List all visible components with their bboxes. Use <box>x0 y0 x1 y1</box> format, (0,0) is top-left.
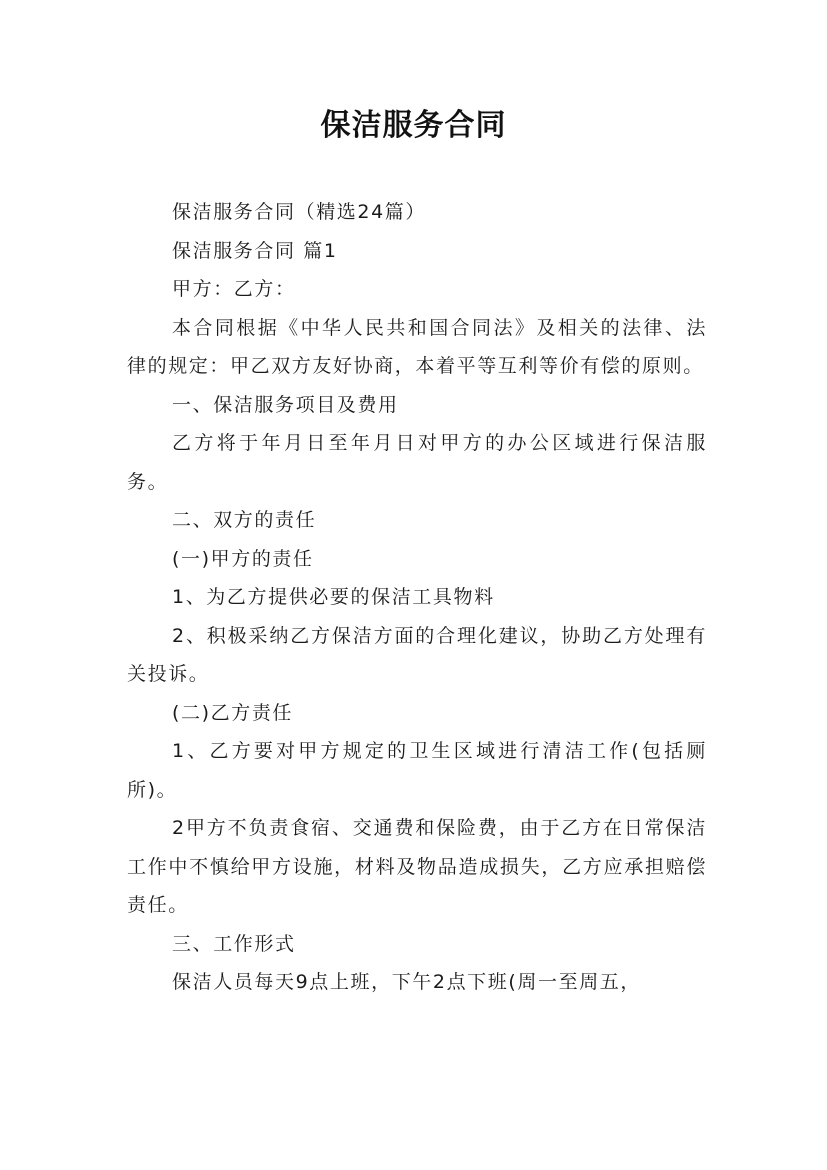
document-title: 保洁服务合同 <box>320 108 507 143</box>
paragraph-party-b-item-2: 2甲方不负责食宿、交通费和保险费，由于乙方在日常保洁工作中不慎给甲方设施，材料及物品造成损失，乙方应承担赔偿责任。 <box>127 817 707 916</box>
paragraph-party-a-item-1: 1、为乙方提供必要的保洁工具物料 <box>172 586 495 608</box>
document-body <box>127 193 707 1002</box>
paragraph-heading-3: 三、工作形式 <box>172 932 296 955</box>
paragraph-subheading-party-a: (一)甲方的责任 <box>172 547 314 570</box>
paragraph-party-a-item-2: 2、积极采纳乙方保洁方面的合理化建议，协助乙方处理有关投诉。 <box>127 624 707 685</box>
paragraph-service-period: 乙方将于年月日至年月日对甲方的办公区域进行保洁服务。 <box>127 432 707 493</box>
paragraph-preamble: 本合同根据《中华人民共和国合同法》及相关的法律、法律的规定：甲乙双方友好协商，本着平等互利等价有偿的原则。 <box>127 316 707 377</box>
paragraph-work-hours: 保洁人员每天9点上班，下午2点下班(周一至周五， <box>172 971 641 993</box>
paragraph-subheading-party-b: (二)乙方责任 <box>172 701 294 724</box>
paragraph-heading-2: 二、双方的责任 <box>172 509 317 531</box>
paragraph-party-b-item-1: 1、乙方要对甲方规定的卫生区域进行清洁工作(包括厕所)。 <box>127 740 707 801</box>
paragraph-heading-1: 一、保洁服务项目及费用 <box>172 393 399 416</box>
paragraph-parties: 甲方：乙方： <box>172 278 296 300</box>
paragraph-section-heading: 保洁服务合同 篇1 <box>172 239 338 262</box>
paragraph-subtitle: 保洁服务合同（精选24篇） <box>172 201 426 223</box>
